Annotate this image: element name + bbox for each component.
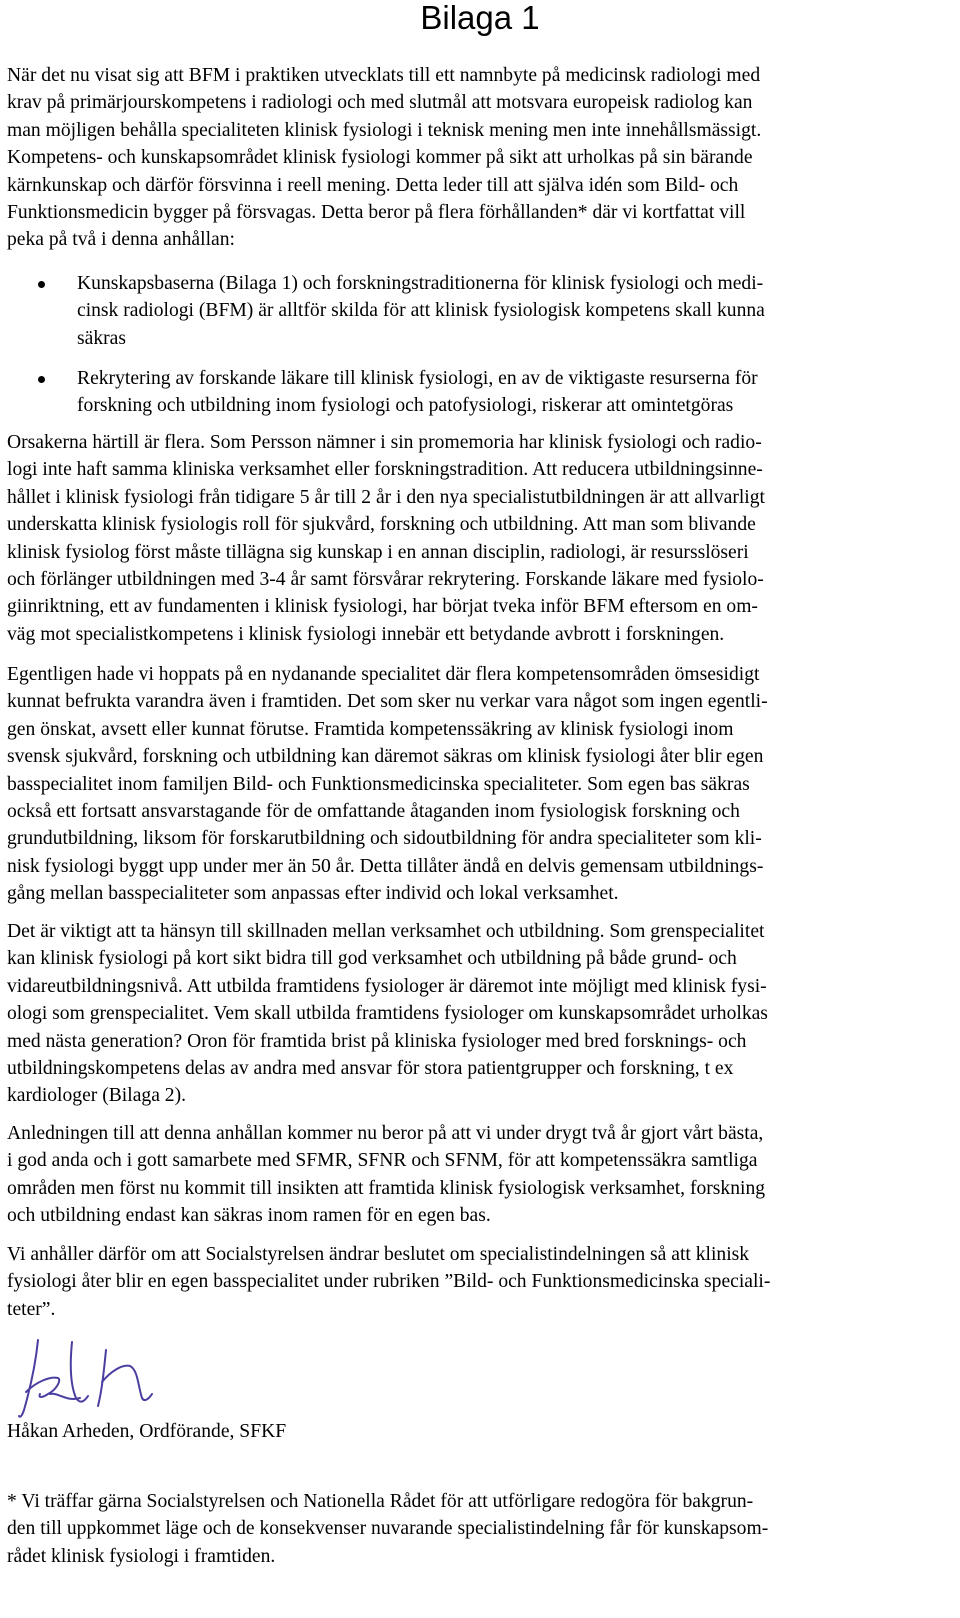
text-line: kärnkunskap och därför försvinna i reell mening. Detta leder till att själva idén som Bild- och	[7, 174, 739, 196]
text-line: med nästa generation? Oron för framtida brist på kliniska fysiologer med bred forsknings- och	[7, 1030, 747, 1052]
text-line: grundutbildning, liksom för forskarutbildning och sidoutbildning för andra specialiteter som kli-	[7, 828, 762, 850]
paragraph-occasion	[7, 1120, 947, 1230]
text-line: utbildningskompetens delas av andra med ansvar för stora patientgrupper och forskning, t ex	[7, 1058, 734, 1080]
text-line: klinisk fysiolog först måste tillägna sig kunskap i en annan disciplin, radiologi, är resursslöseri	[7, 541, 749, 563]
text-line: Egentligen hade vi hoppats på en nydanande specialitet där flera kompetensområden ömsesidigt	[7, 664, 760, 685]
bullet-item-recruitment	[7, 365, 947, 421]
text-line: Kompetens- och kunskapsområdet klinisk fysiologi kommer på sikt att urholkas på sin bärande	[7, 147, 753, 169]
text-line: i god anda och i gott samarbete med SFMR, SFNR och SFNM, för att kompetenssäkra samtliga	[7, 1150, 758, 1172]
paragraph-hopes	[7, 661, 947, 908]
text-line: ologi som grenspecialitet. Vem skall utbilda framtidens fysiologer om kunskapsområdet urholkas	[7, 1003, 768, 1025]
page-title: Bilaga 1	[420, 0, 540, 36]
text-line: Kunskapsbaserna (Bilaga 1) och forskningstraditionerna för klinisk fysiologi och medi-	[77, 273, 764, 294]
signatory-line	[7, 1418, 947, 1445]
text-line: gång mellan basspecialiteter som anpassas efter individ och lokal verksamhet.	[7, 883, 619, 905]
text-line: logi inte haft samma kliniska verksamhet eller forskningstradition. Att reducera utbildningsinne-	[7, 459, 763, 481]
text-line: svensk sjukvård, forskning och utbildning kan däremot säkras om klinisk fysiologi åter blir egen	[7, 746, 764, 768]
text-line: underskatta klinisk fysiologis roll för sjukvård, forskning och utbildning. Att man som blivande	[7, 514, 756, 536]
text-line: rådet klinisk fysiologi i framtiden.	[7, 1545, 276, 1567]
text-line: basspecialitet inom familjen Bild- och Funktionsmedicinska specialiteter. Som egen bas säkras	[7, 773, 750, 795]
text-line: teter”.	[7, 1298, 56, 1320]
text-line: giinriktning, ett av fundamenten i klinisk fysiologi, har börjat tveka inför BFM eftersom en om-	[7, 596, 758, 618]
paragraph-education	[7, 918, 947, 1110]
text-line: Vi anhåller därför om att Socialstyrelsen ändrar beslutet om specialistindelningen så att klinisk	[7, 1244, 750, 1265]
text-line: Orsakerna härtill är flera. Som Persson nämner i sin promemoria har klinisk fysiologi och radio-	[7, 432, 762, 453]
text-line: man möjligen behålla specialiteten klinisk fysiologi i teknisk mening men inte innehållsmässigt.	[7, 119, 762, 141]
footnote	[7, 1488, 947, 1570]
text-line: fysiologi åter blir en egen basspecialitet under rubriken ”Bild- och Funktionsmedicinska speciali-	[7, 1271, 771, 1293]
text-line: forskning och utbildning inom fysiologi och patofysiologi, riskerar att omintetgöras	[77, 395, 734, 417]
text-line: När det nu visat sig att BFM i praktiken utvecklats till ett namnbyte på medicinsk radiologi med	[7, 65, 761, 86]
text-line: och utbildning endast kan säkras inom ramen för en egen bas.	[7, 1205, 491, 1227]
bullet-item-knowledge-bases	[7, 270, 947, 354]
text-line: områden men först nu kommit till insikten att framtida klinisk fysiologisk verksamhet, forskning	[7, 1177, 766, 1199]
bullet-icon	[38, 281, 45, 288]
text-line: vidareutbildningsnivå. Att utbilda framtidens fysiologer är däremot inte möjligt med klinisk fysi-	[7, 975, 767, 997]
text-line: Anledningen till att denna anhållan kommer nu beror på att vi under drygt två år gjort vårt bästa,	[7, 1123, 764, 1144]
text-line: och förlänger utbildningen med 3-4 år samt försvårar rekrytering. Forskande läkare med fysiolo-	[7, 569, 764, 591]
text-line: gen önskat, avsett eller kunnat förutse. Framtida kompetenssäkring av klinisk fysiologi inom	[7, 718, 734, 740]
text-line: Rekrytering av forskande läkare till klinisk fysiologi, en av de viktigaste resurserna för	[77, 368, 758, 389]
text-line: nisk fysiologi byggt upp under mer än 50 år. Detta tillåter ändå en delvis gemensam utbildnings-	[7, 855, 764, 877]
text-line: hållet i klinisk fysiologi från tidigare 5 år till 2 år i den nya specialistutbildningen är att allvarligt	[7, 486, 765, 508]
text-line: cinsk radiologi (BFM) är alltför skilda för att klinisk fysiologisk kompetens skall kunna	[77, 300, 765, 322]
signatory-name: Håkan Arheden, Ordförande, SFKF	[7, 1421, 287, 1442]
text-line: kan klinisk fysiologi på kort sikt bidra till god verksamhet och utbildning på både grund- och	[7, 948, 737, 970]
text-line: också ett fortsatt ansvarstagande för de omfattande åtaganden inom fysiologisk forskning och	[7, 801, 740, 823]
handwritten-signature	[10, 1332, 180, 1422]
text-line: säkras	[77, 327, 126, 349]
text-line: den till uppkommet läge och de konsekvenser nuvarande specialistindelning får för kunskapsom-	[7, 1518, 769, 1540]
paragraph-intro	[7, 62, 947, 254]
bullet-icon	[38, 376, 45, 383]
text-line: kardiologer (Bilaga 2).	[7, 1085, 187, 1107]
bullet-text	[77, 365, 758, 420]
paragraph-request	[7, 1241, 947, 1323]
bullet-text	[77, 270, 765, 352]
text-line: Funktionsmedicin bygger på försvagas. Detta beror på flera förhållanden* där vi kortfattat vill	[7, 202, 746, 224]
text-line: kunnat befrukta varandra även i framtiden. Det som sker nu verkar vara något som ingen egentli-	[7, 691, 768, 713]
text-line: * Vi träffar gärna Socialstyrelsen och Nationella Rådet för att utförligare redogöra för bakgrun-	[7, 1491, 754, 1512]
text-line: krav på primärjourskompetens i radiologi och med slutmål att motsvara europeisk radiolog kan	[7, 92, 753, 114]
paragraph-reasons	[7, 429, 947, 648]
text-line: väg mot specialistkompetens i klinisk fysiologi innebär ett betydande avbrott i forskningen.	[7, 623, 725, 645]
text-line: Det är viktigt att ta hänsyn till skillnaden mellan verksamhet och utbildning. Som grenspecialitet	[7, 921, 765, 942]
text-line: peka på två i denna anhållan:	[7, 229, 235, 251]
